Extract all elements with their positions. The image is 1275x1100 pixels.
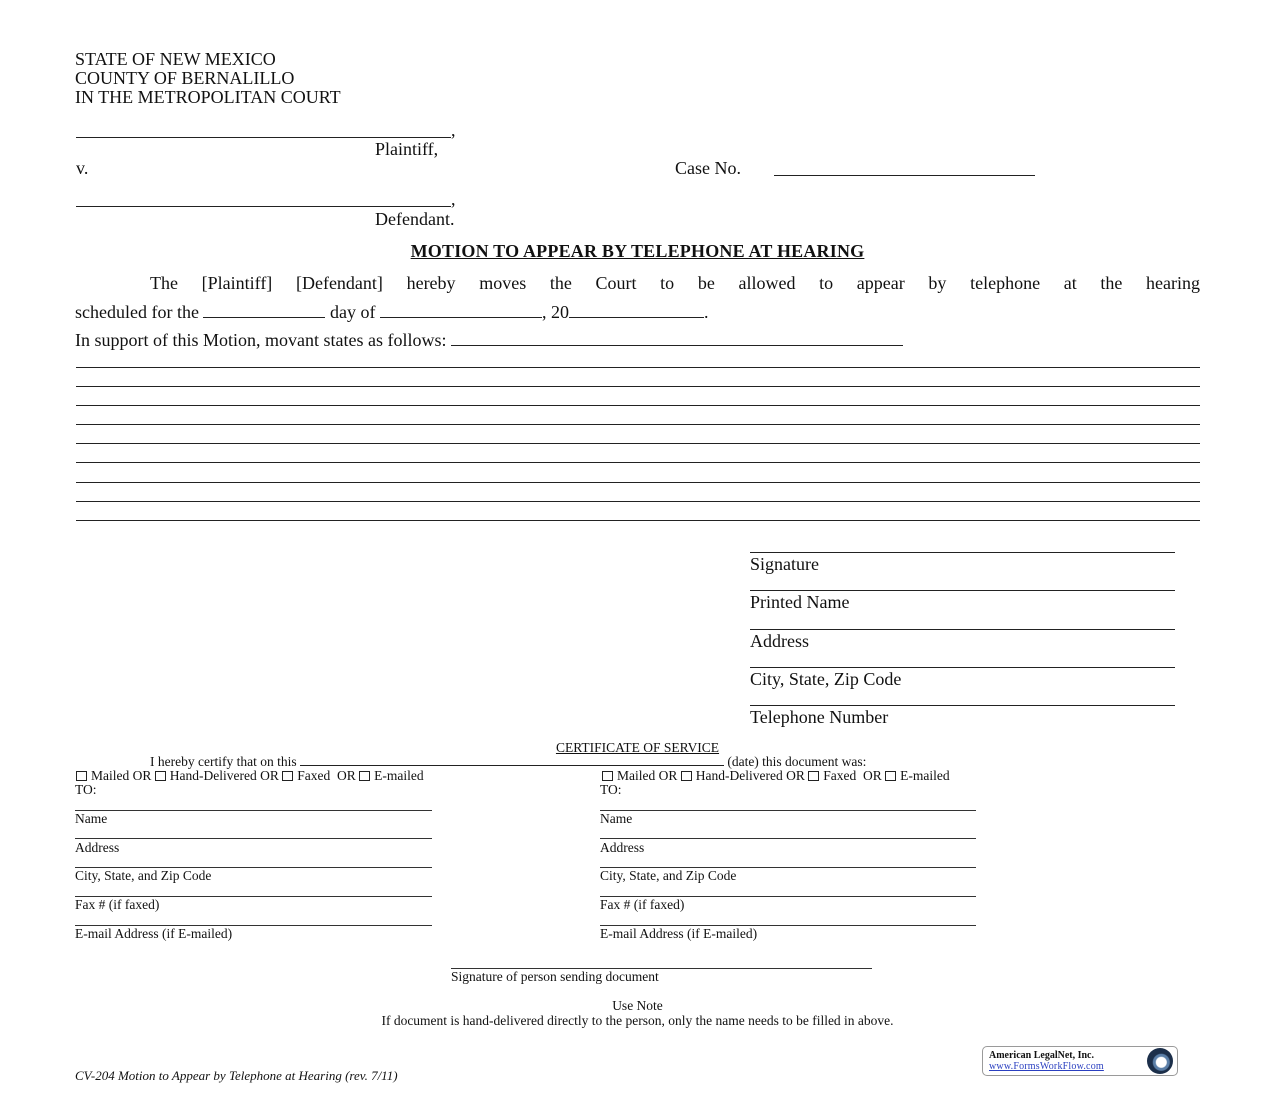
telephone-label: Telephone Number [750,707,889,727]
recipient-2-fax-label: Fax # (if faxed) [600,897,685,912]
hand-delivered-checkbox[interactable] [681,771,692,781]
vendor-url-link[interactable]: www.FormsWorkFlow.com [989,1061,1104,1072]
service-methods-right [602,769,950,783]
defendant-comma: , [451,189,456,209]
use-note-heading: Use Note [612,998,663,1013]
body-line-2 [75,303,708,322]
emailed-label: E-mailed [374,768,424,783]
support-line[interactable] [76,424,1200,425]
telephone-field[interactable] [750,705,1175,706]
defendant-label: Defendant. [375,209,455,229]
sender-signature-label: Signature of person sending document [451,969,659,984]
body-line-1: The [Plaintiff] [Defendant] hereby moves the Court to be allowed to appear by telephone at the hearing [150,273,1200,293]
service-date-field[interactable] [300,764,724,766]
recipient-2-email-label: E-mail Address (if E-mailed) [600,926,758,941]
plaintiff-label: Plaintiff, [375,139,439,159]
vendor-logo[interactable] [982,1046,1178,1076]
address-field[interactable] [750,629,1175,630]
emailed-checkbox[interactable] [885,771,896,781]
support-line[interactable] [76,462,1200,463]
printed-name-field[interactable] [750,590,1175,591]
mailed-checkbox[interactable] [76,771,87,781]
to-label-left: TO: [75,782,97,797]
plaintiff-name-field[interactable] [76,137,451,138]
case-no-field[interactable] [774,175,1035,176]
line-end: . [703,302,709,322]
recipient-1-name-label: Name [75,811,108,826]
recipient-2-name-field[interactable] [600,810,976,811]
faxed-checkbox[interactable] [808,771,819,781]
court-county: COUNTY OF BERNALILLO [75,68,295,88]
year-prefix: , 20 [541,302,569,322]
certify-line [150,755,866,769]
case-no-label: Case No. [675,158,741,178]
emailed-label: E-mailed [900,768,950,783]
page-title: MOTION TO APPEAR BY TELEPHONE AT HEARING [410,241,865,261]
hearing-year-field[interactable] [569,316,704,318]
address-label: Address [750,631,809,651]
form-id: CV-204 Motion to Appear by Telephone at Hearing (rev. 7/11) [75,1068,398,1083]
support-line[interactable] [76,367,1200,368]
recipient-2-name-label: Name [600,811,633,826]
versus-label: v. [76,158,89,178]
to-label-right: TO: [600,782,622,797]
support-field-inline[interactable] [451,344,903,346]
recipient-2-address-label: Address [600,840,645,855]
city-state-zip-label: City, State, Zip Code [750,669,902,689]
use-note-text: If document is hand-delivered directly to the person, only the name needs to be filled in above. [381,1013,894,1028]
hand-delivered-label: Hand-Delivered OR [169,768,279,783]
support-line[interactable] [76,405,1200,406]
recipient-2-address-field[interactable] [600,838,976,839]
hand-delivered-checkbox[interactable] [155,771,166,781]
certificate-heading: CERTIFICATE OF SERVICE [555,740,720,755]
city-state-zip-field[interactable] [750,667,1175,668]
recipient-1-city-label: City, State, and Zip Code [75,868,212,883]
signature-field[interactable] [750,552,1175,553]
signature-label: Signature [750,554,819,574]
mailed-checkbox[interactable] [602,771,613,781]
certify-prefix: I hereby certify that on this [150,754,297,769]
mailed-label: Mailed OR [617,768,678,783]
globe-icon [1147,1048,1173,1074]
court-name: IN THE METROPOLITAN COURT [75,87,341,107]
recipient-1-fax-label: Fax # (if faxed) [75,897,160,912]
service-methods-left [76,769,424,783]
support-line[interactable] [76,501,1200,502]
scheduled-prefix: scheduled for the [75,302,199,322]
faxed-label: Faxed OR [297,768,356,783]
recipient-1-address-label: Address [75,840,120,855]
recipient-1-address-field[interactable] [75,838,432,839]
recipient-1-name-field[interactable] [75,810,432,811]
body-line-3 [75,331,903,350]
support-line[interactable] [76,482,1200,483]
day-of-label: day of [329,302,376,322]
court-header [75,50,341,107]
defendant-name-field[interactable] [76,206,451,207]
emailed-checkbox[interactable] [359,771,370,781]
support-line[interactable] [76,443,1200,444]
vendor-name: American LegalNet, Inc. [989,1050,1094,1061]
recipient-2-city-label: City, State, and Zip Code [600,868,737,883]
hearing-month-field[interactable] [380,316,542,318]
court-state: STATE OF NEW MEXICO [75,49,276,69]
support-line[interactable] [76,520,1200,521]
support-line[interactable] [76,386,1200,387]
certify-suffix: (date) this document was: [727,754,867,769]
recipient-1-email-label: E-mail Address (if E-mailed) [75,926,233,941]
faxed-label: Faxed OR [823,768,882,783]
faxed-checkbox[interactable] [282,771,293,781]
plaintiff-comma: , [451,120,456,140]
hearing-day-field[interactable] [203,316,325,318]
printed-name-label: Printed Name [750,592,850,612]
hand-delivered-label: Hand-Delivered OR [695,768,805,783]
support-prefix: In support of this Motion, movant states as follows: [75,330,447,350]
mailed-label: Mailed OR [91,768,152,783]
